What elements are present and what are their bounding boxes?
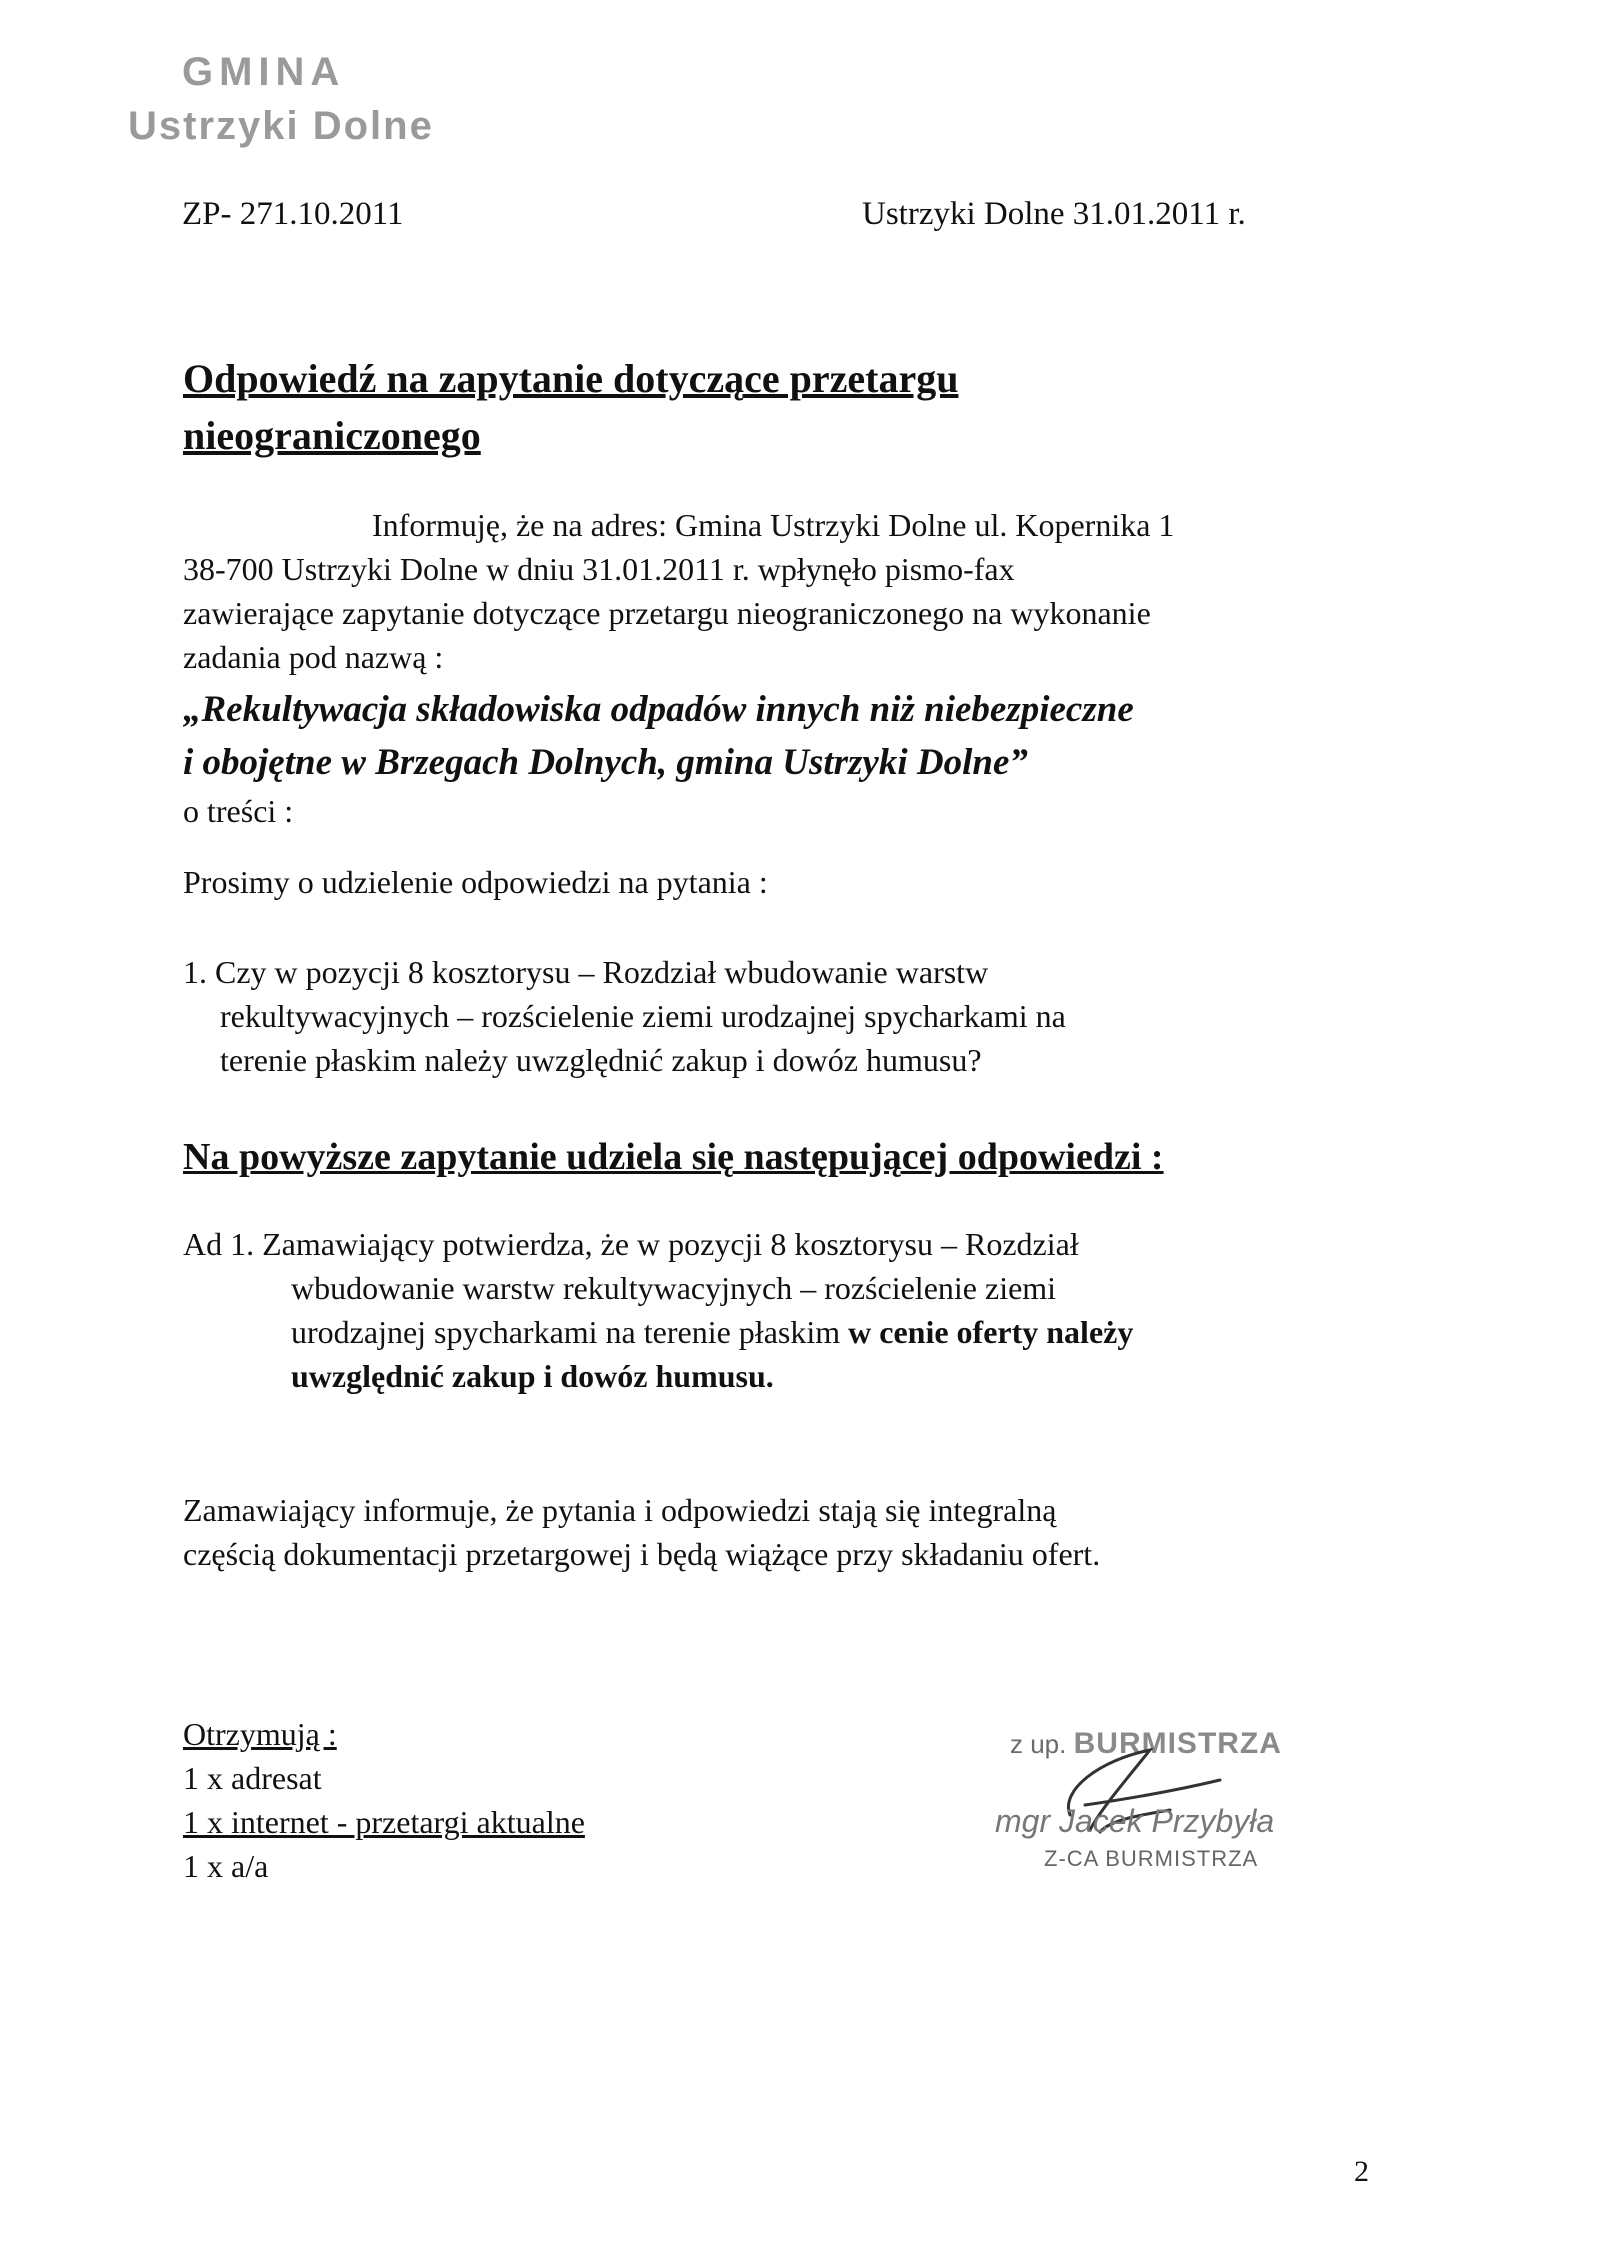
answer-line-1: Ad 1. Zamawiający potwierdza, że w pozycji 8 kosztorysu – Rozdział <box>183 1226 1079 1262</box>
answer-line-4: uwzględnić zakup i dowóz humusu. <box>291 1358 774 1394</box>
task-name-line-1: „Rekultywacja składowiska odpadów innych niż niebezpieczne <box>183 689 1134 730</box>
request-text: Prosimy o udzielenie odpowiedzi na pytania : <box>183 864 768 900</box>
answer-line-3-plain: urodzajnej spycharkami na terenie płaskim <box>291 1314 849 1350</box>
answer-line-3-bold: w cenie oferty należy <box>848 1314 1134 1350</box>
document-date: Ustrzyki Dolne 31.01.2011 r. <box>862 196 1246 232</box>
signature-prefix: z up. <box>1010 1729 1067 1759</box>
document-title: Odpowiedź na zapytanie dotyczące przetargu nieograniczonego <box>183 356 959 458</box>
intro-line-2: 38-700 Ustrzyki Dolne w dniu 31.01.2011 r. wpłynęło pismo-fax <box>183 551 1015 587</box>
closing-line-2: częścią dokumentacji przetargowej i będą wiążące przy składaniu ofert. <box>183 1536 1101 1572</box>
stamp-line-1: GMINA <box>182 50 346 94</box>
signatory-name: mgr Jacek Przybyła <box>995 1803 1275 1839</box>
recipient-item-1: 1 x adresat <box>183 1760 322 1796</box>
recipient-item-2: 1 x internet - przetargi aktualne <box>183 1804 585 1840</box>
task-name-line-2: i obojętne w Brzegach Dolnych, gmina Ustrzyki Dolne” <box>183 742 1028 783</box>
intro-line-5: o treści : <box>183 793 294 829</box>
answer-line-3 <box>291 1310 1133 1354</box>
question-line-3: terenie płaskim należy uwzględnić zakup i dowóz humusu? <box>220 1042 982 1078</box>
question-line-2: rekultywacyjnych – rozścielenie ziemi urodzajnej spycharkami na <box>220 998 1066 1034</box>
recipients-heading: Otrzymują : <box>183 1716 337 1752</box>
intro-line-4: zadania pod nazwą : <box>183 639 444 675</box>
page-number: 2 <box>1354 2155 1369 2188</box>
question-line-1: 1. Czy w pozycji 8 kosztorysu – Rozdział wbudowanie warstw <box>183 954 989 990</box>
answer-heading: Na powyższe zapytanie udziela się następującej odpowiedzi : <box>183 1136 1164 1178</box>
signature-office: BURMISTRZA <box>1073 1727 1282 1760</box>
answer-line-2: wbudowanie warstw rekultywacyjnych – rozścielenie ziemi <box>291 1270 1057 1306</box>
signatory-role: Z-CA BURMISTRZA <box>1044 1846 1259 1871</box>
intro-line-3: zawierające zapytanie dotyczące przetargu nieograniczonego na wykonanie <box>183 595 1151 631</box>
reference-number: ZP- 271.10.2011 <box>182 196 404 232</box>
closing-line-1: Zamawiający informuje, że pytania i odpowiedzi stają się integralną <box>183 1492 1057 1528</box>
stamp-line-2: Ustrzyki Dolne <box>128 104 434 148</box>
intro-line-1: Informuję, że na adres: Gmina Ustrzyki Dolne ul. Kopernika 1 <box>372 507 1175 543</box>
recipient-item-3: 1 x a/a <box>183 1848 269 1884</box>
